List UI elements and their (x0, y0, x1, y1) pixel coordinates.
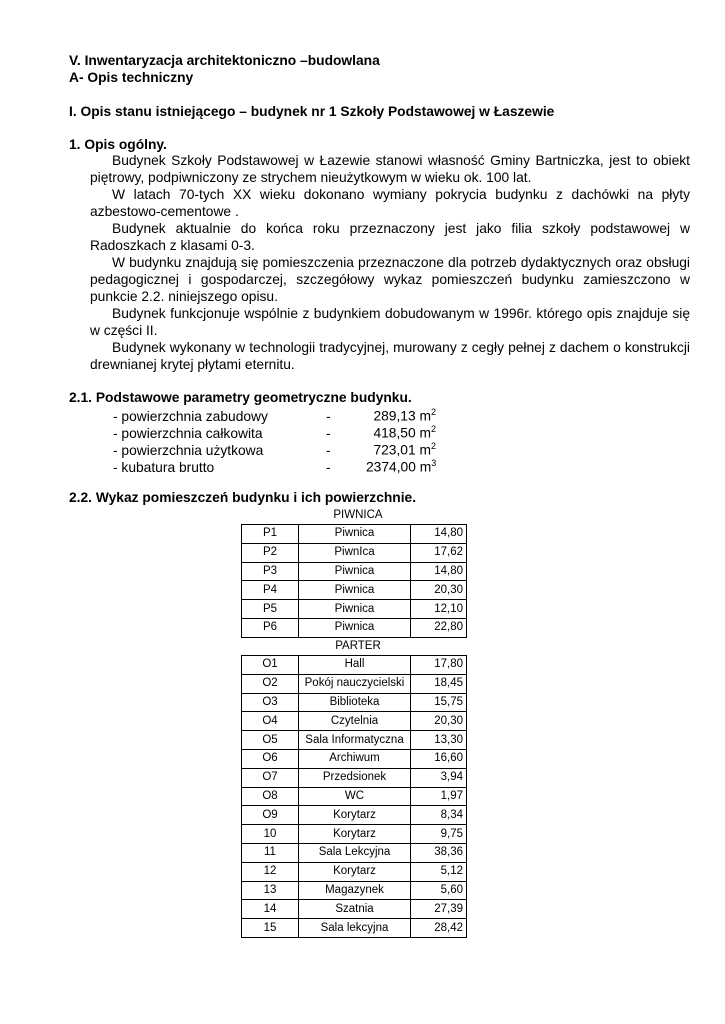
room-number-cell: 14 (242, 900, 299, 919)
room-number-cell: O1 (242, 656, 299, 675)
room-area-cell: 17,62 (411, 543, 467, 562)
room-number-cell: O2 (242, 674, 299, 693)
parameter-dash: - (326, 425, 331, 441)
table-row (242, 919, 467, 938)
paragraph-2: W latach 70-tych XX wieku dokonano wymiany pokrycia budynku z dachówki na płyty azbestowo-cementowe . (90, 187, 690, 220)
room-number-cell: O3 (242, 693, 299, 712)
room-area-cell: 3,94 (411, 768, 467, 787)
rooms-heading: 2.2. Wykaz pomieszczeń budynku i ich powierzchnie. (69, 490, 417, 505)
parameter-label: - powierzchnia całkowita (113, 425, 263, 441)
paragraph-5: Budynek funkcjonuje wspólnie z budynkiem dobudowanym w 1996r. którego opis znajduje się w części II. (90, 306, 690, 339)
basement-table (241, 524, 467, 638)
table-row (242, 843, 467, 862)
basement-caption: PIWNICA (333, 509, 383, 521)
table-row (242, 862, 467, 881)
table-row (242, 674, 467, 693)
room-area-cell: 15,75 (411, 693, 467, 712)
parameter-value: 723,01 $m^2$ (373, 441, 436, 458)
room-number-cell: 10 (242, 825, 299, 844)
room-name-cell: Piwnica (299, 618, 411, 637)
room-number-cell: P2 (242, 543, 299, 562)
room-name-cell: Czytelnia (299, 712, 411, 731)
room-name-cell: Piwnica (299, 600, 411, 619)
room-name-cell: Piwnica (299, 525, 411, 544)
room-name-cell: Szatnia (299, 900, 411, 919)
general-heading: 1. Opis ogólny. (69, 137, 167, 152)
room-number-cell: P5 (242, 600, 299, 619)
room-area-cell: 5,12 (411, 862, 467, 881)
table-row (242, 600, 467, 619)
table-row (242, 749, 467, 768)
parameter-value: 289,13 $m^2$ (373, 407, 436, 424)
paragraph-3: Budynek aktualnie do końca roku przeznaczony jest jako filia szkoły podstawowej w Radoszkach z klasami 0-3. (90, 221, 690, 254)
room-name-cell: Sala Informatyczna (299, 731, 411, 750)
room-number-cell: P1 (242, 525, 299, 544)
room-area-cell: 27,39 (411, 900, 467, 919)
room-number-cell: 13 (242, 881, 299, 900)
room-name-cell: Korytarz (299, 825, 411, 844)
table-row (242, 693, 467, 712)
paragraph-4: W budynku znajdują się pomieszczenia przeznaczone dla potrzeb dydaktycznych oraz obsługi pedagogicznej i gospodarczej, szczegółowy wykaz pomieszczeń budynku zamieszczono w punkcie 2.2. niniejszego opisu. (90, 255, 690, 305)
table-row (242, 768, 467, 787)
parameter-label: - kubatura brutto (113, 459, 215, 475)
room-number-cell: 12 (242, 862, 299, 881)
room-number-cell: O9 (242, 806, 299, 825)
room-number-cell: 11 (242, 843, 299, 862)
room-number-cell: P3 (242, 562, 299, 581)
room-area-cell: 13,30 (411, 731, 467, 750)
room-name-cell: Magazynek (299, 881, 411, 900)
room-name-cell: Archiwum (299, 749, 411, 768)
parameter-dash: - (326, 408, 331, 424)
room-area-cell: 9,75 (411, 825, 467, 844)
ground-floor-table (241, 655, 467, 938)
room-number-cell: O6 (242, 749, 299, 768)
room-name-cell: Sala lekcyjna (299, 919, 411, 938)
table-row (242, 618, 467, 637)
room-area-cell: 18,45 (411, 674, 467, 693)
room-name-cell: Przedsionek (299, 768, 411, 787)
table-row (242, 900, 467, 919)
subsection-title: A- Opis techniczny (69, 70, 194, 85)
unit-exponent: 3 (431, 458, 437, 468)
paragraph-6: Budynek wykonany w technologii tradycyjnej, murowany z cegły pełnej z dachem o konstrukcji drewnianej krytej płytami eternitu. (90, 340, 690, 373)
room-area-cell: 1,97 (411, 787, 467, 806)
table-row (242, 787, 467, 806)
parameter-dash: - (326, 459, 331, 475)
parameter-label: - powierzchnia użytkowa (113, 442, 264, 458)
room-area-cell: 16,60 (411, 749, 467, 768)
parameter-value: 2374,00 $m^3$ (366, 458, 437, 475)
room-name-cell: Sala Lekcyjna (299, 843, 411, 862)
table-row (242, 712, 467, 731)
room-area-cell: 5,60 (411, 881, 467, 900)
room-area-cell: 8,34 (411, 806, 467, 825)
table-row (242, 731, 467, 750)
table-row (242, 806, 467, 825)
table-row (242, 543, 467, 562)
room-area-cell: 17,80 (411, 656, 467, 675)
chapter-title: I. Opis stanu istniejącego – budynek nr 1 Szkoły Podstawowej w Łaszewie (69, 104, 555, 119)
parameter-row (113, 455, 436, 476)
unit-exponent: 2 (430, 441, 436, 451)
room-number-cell: O7 (242, 768, 299, 787)
parameter-dash: - (326, 442, 331, 458)
room-number-cell: P4 (242, 581, 299, 600)
unit-exponent: 2 (430, 407, 436, 417)
table-row (242, 656, 467, 675)
room-name-cell: Biblioteka (299, 693, 411, 712)
room-name-cell: Pokój nauczycielski (299, 674, 411, 693)
room-area-cell: 22,80 (411, 618, 467, 637)
room-name-cell: Piwnica (299, 581, 411, 600)
room-area-cell: 38,36 (411, 843, 467, 862)
room-number-cell: O8 (242, 787, 299, 806)
room-name-cell: WC (299, 787, 411, 806)
table-row (242, 525, 467, 544)
parameters-heading: 2.1. Podstawowe parametry geometryczne budynku. (69, 390, 412, 405)
room-name-cell: Korytarz (299, 862, 411, 881)
unit-exponent: 2 (430, 424, 436, 434)
room-name-cell: PiwnIca (299, 543, 411, 562)
room-area-cell: 20,30 (411, 712, 467, 731)
room-name-cell: Piwnica (299, 562, 411, 581)
section-title: V. Inwentaryzacja architektoniczno –budowlana (69, 53, 380, 68)
room-number-cell: O5 (242, 731, 299, 750)
table-row (242, 881, 467, 900)
table-row (242, 562, 467, 581)
paragraph-1: Budynek Szkoły Podstawowej w Łazewie stanowi własność Gminy Bartniczka, jest to obiekt piętrowy, podpiwniczony ze strychem nieużytkowym w wieku ok. 100 lat. (90, 153, 690, 186)
table-row (242, 581, 467, 600)
room-area-cell: 14,80 (411, 525, 467, 544)
parameter-label: - powierzchnia zabudowy (113, 408, 268, 424)
room-area-cell: 28,42 (411, 919, 467, 938)
room-number-cell: O4 (242, 712, 299, 731)
table-row (242, 825, 467, 844)
room-area-cell: 12,10 (411, 600, 467, 619)
room-area-cell: 14,80 (411, 562, 467, 581)
parameter-value: 418,50 $m^2$ (373, 424, 436, 441)
room-name-cell: Hall (299, 656, 411, 675)
ground-floor-caption: PARTER (335, 640, 381, 652)
room-name-cell: Korytarz (299, 806, 411, 825)
room-area-cell: 20,30 (411, 581, 467, 600)
room-number-cell: P6 (242, 618, 299, 637)
room-number-cell: 15 (242, 919, 299, 938)
